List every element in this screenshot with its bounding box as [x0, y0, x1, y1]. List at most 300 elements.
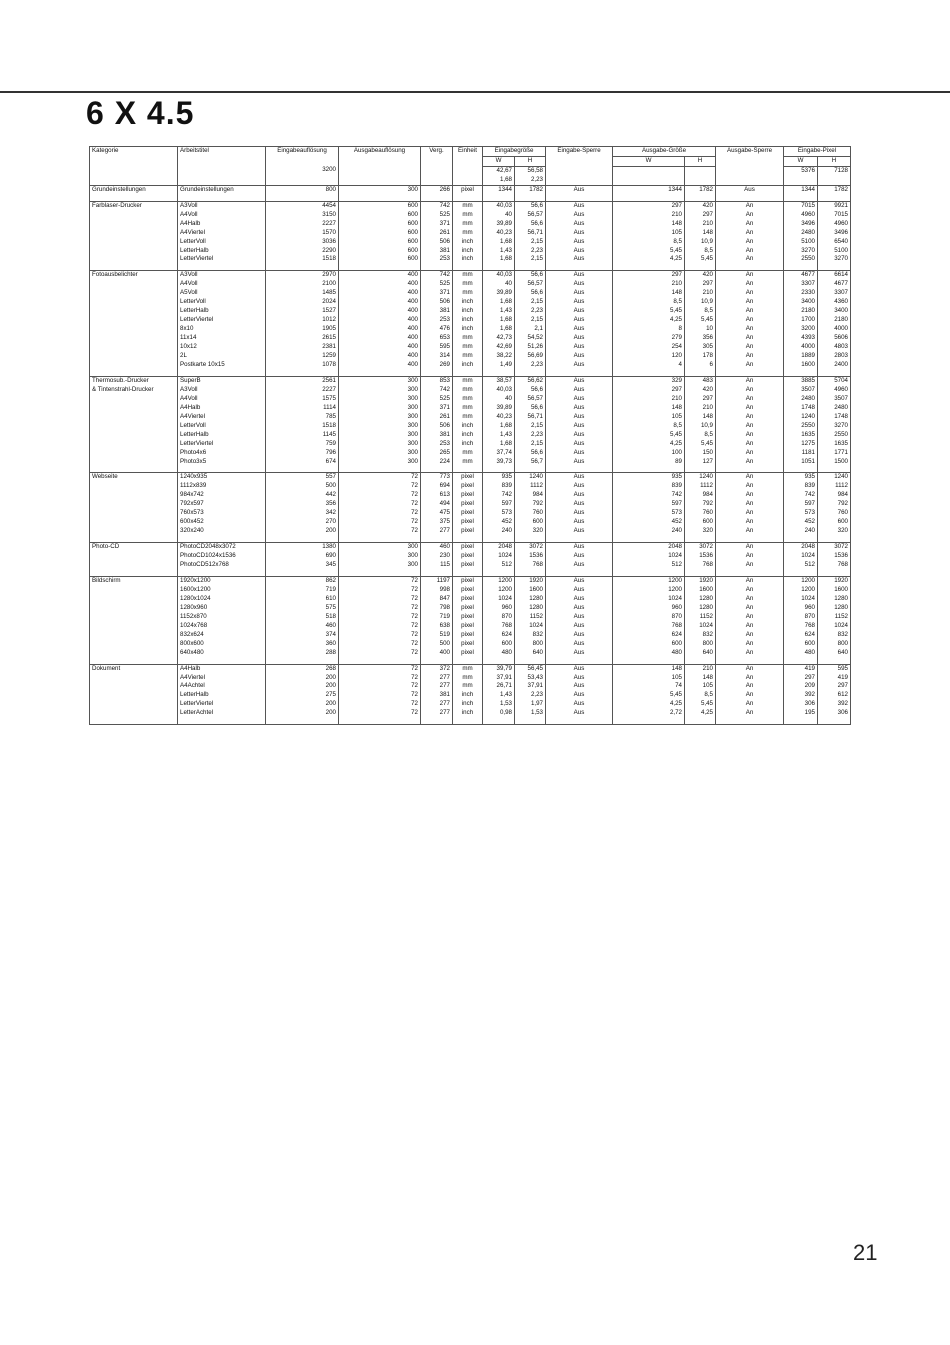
einheit-cell: inch: [453, 440, 483, 449]
einheit-cell: inch: [453, 325, 483, 334]
ausgabeaufloesung-cell: 400: [339, 334, 421, 343]
ausgabe-sperre-cell: An: [716, 613, 784, 622]
category-cell: [90, 527, 178, 536]
ausgabe-sperre-cell: An: [716, 518, 784, 527]
ausgabe-sperre-cell: An: [716, 586, 784, 595]
table-row: [90, 376, 851, 385]
ausgabe-w-cell: 4,25: [613, 255, 685, 264]
verg-cell: 475: [421, 509, 453, 518]
ausgabeaufloesung-cell: 300: [339, 386, 421, 395]
header-ausgabe-sperre: Ausgabe-Sperre: [716, 147, 784, 167]
pixel-w-cell: 1344: [784, 185, 818, 194]
ausgabe-h-cell: 150: [685, 449, 716, 458]
eingabe-h-cell: 56,62: [515, 376, 546, 385]
ausgabeaufloesung-cell: 72: [339, 622, 421, 631]
table-row: [90, 431, 851, 440]
arbeitstitel-cell: PhotoCD512x768: [178, 561, 266, 570]
arbeitstitel-cell: PhotoCD1024x1536: [178, 552, 266, 561]
ausgabeaufloesung-cell: 300: [339, 413, 421, 422]
verg-cell: 506: [421, 298, 453, 307]
eingabe-w-cell: 40,03: [483, 201, 515, 210]
eingabeaufloesung-cell: 575: [266, 604, 339, 613]
eingabeaufloesung-cell: 2290: [266, 247, 339, 256]
ausgabe-h-cell: 10,9: [685, 298, 716, 307]
eingabe-w-cell: 839: [483, 482, 515, 491]
eingabe-sperre-cell: Aus: [546, 604, 613, 613]
verg-cell: 525: [421, 211, 453, 220]
eingabe-h-cell: 2,1: [515, 325, 546, 334]
top-rule: [0, 91, 950, 93]
ausgabe-w-cell: 210: [613, 280, 685, 289]
ausgabeaufloesung-cell: 300: [339, 395, 421, 404]
eingabe-h-cell: 760: [515, 509, 546, 518]
table-row: [90, 527, 851, 536]
category-cell: [90, 298, 178, 307]
pixel-w-cell: 3885: [784, 376, 818, 385]
ausgabe-w-cell: 254: [613, 343, 685, 352]
einheit-cell: pixel: [453, 613, 483, 622]
category-cell: [90, 500, 178, 509]
ausgabe-h-cell: 297: [685, 211, 716, 220]
eingabe-h-cell: 1782: [515, 185, 546, 194]
einheit-cell: mm: [453, 404, 483, 413]
eingabe-h-cell: 56,71: [515, 229, 546, 238]
pixel-h-cell: 3496: [818, 229, 851, 238]
pixel-h-cell: 4000: [818, 325, 851, 334]
eingabeaufloesung-cell: 796: [266, 449, 339, 458]
arbeitstitel-cell: 1024x768: [178, 622, 266, 631]
category-cell: [90, 334, 178, 343]
category-cell: [90, 622, 178, 631]
ausgabeaufloesung-cell: 400: [339, 298, 421, 307]
header-eingabegroesse-w: W: [483, 156, 515, 166]
pixel-w-cell: 1700: [784, 316, 818, 325]
einheit-cell: pixel: [453, 527, 483, 536]
table-row: [90, 576, 851, 585]
eingabeaufloesung-cell: 2561: [266, 376, 339, 385]
pixel-w-cell: 2330: [784, 289, 818, 298]
einheit-cell: mm: [453, 386, 483, 395]
ausgabe-h-cell: 148: [685, 413, 716, 422]
eingabeaufloesung-cell: 690: [266, 552, 339, 561]
verg-cell: 261: [421, 229, 453, 238]
category-cell: [90, 325, 178, 334]
pixel-h-cell: 306: [818, 709, 851, 718]
einheit-cell: pixel: [453, 500, 483, 509]
pixel-w-cell: 624: [784, 631, 818, 640]
eingabeaufloesung-cell: 288: [266, 649, 339, 658]
verg-cell: 506: [421, 238, 453, 247]
eingabeaufloesung-cell: 759: [266, 440, 339, 449]
table-row: [90, 491, 851, 500]
pixel-w-cell: 1200: [784, 586, 818, 595]
ausgabe-h-cell: 984: [685, 491, 716, 500]
pixel-w-cell: 597: [784, 500, 818, 509]
ausgabe-w-cell: 870: [613, 613, 685, 622]
eingabeaufloesung-cell: 374: [266, 631, 339, 640]
table-row: [90, 613, 851, 622]
eingabe-sperre-cell: Aus: [546, 298, 613, 307]
einheit-cell: inch: [453, 709, 483, 718]
ausgabe-w-cell: 105: [613, 674, 685, 683]
eingabe-sperre-cell: Aus: [546, 247, 613, 256]
arbeitstitel-cell: A4Voll: [178, 395, 266, 404]
einheit-cell: pixel: [453, 576, 483, 585]
einheit-cell: pixel: [453, 622, 483, 631]
table-row: [90, 449, 851, 458]
eingabe-sperre-cell: Aus: [546, 229, 613, 238]
eingabeaufloesung-cell: 442: [266, 491, 339, 500]
category-cell: [90, 586, 178, 595]
table-row: [90, 473, 851, 482]
ausgabeaufloesung-cell: 72: [339, 700, 421, 709]
eingabe-w-cell: 1,53: [483, 700, 515, 709]
eingabe-h-cell: 1152: [515, 613, 546, 622]
eingabeaufloesung-cell: 2100: [266, 280, 339, 289]
pixel-h-cell: 760: [818, 509, 851, 518]
eingabe-h-cell: [515, 718, 546, 725]
ausgabe-sperre-cell: An: [716, 404, 784, 413]
eingabe-sperre-cell: Aus: [546, 395, 613, 404]
eingabe-w-cell: 1344: [483, 185, 515, 194]
eingabe-w-cell: 935: [483, 473, 515, 482]
header-ausgabeaufloesung: Ausgabeauflösung: [339, 147, 421, 167]
eingabe-sperre-cell: Aus: [546, 674, 613, 683]
arbeitstitel-cell: LetterViertel: [178, 700, 266, 709]
eingabeaufloesung-cell: 2227: [266, 386, 339, 395]
header-arbeitstitel: Arbeitstitel: [178, 147, 266, 167]
eingabe-w-cell: 573: [483, 509, 515, 518]
eingabe-sperre-cell: Aus: [546, 473, 613, 482]
ausgabe-sperre-cell: An: [716, 238, 784, 247]
eingabeaufloesung-cell: 1485: [266, 289, 339, 298]
eingabe-h-cell: 56,6: [515, 404, 546, 413]
eingabeaufloesung-cell: 4454: [266, 201, 339, 210]
pixel-w-cell: 3270: [784, 247, 818, 256]
eingabe-h-cell: 56,6: [515, 386, 546, 395]
eingabeaufloesung-cell: 1575: [266, 395, 339, 404]
verg-cell: 525: [421, 280, 453, 289]
eingabeaufloesung-cell: 610: [266, 595, 339, 604]
eingabe-h-cell: 2,15: [515, 298, 546, 307]
eingabeaufloesung-cell: 1145: [266, 431, 339, 440]
pixel-h-cell: 5100: [818, 247, 851, 256]
eingabe-h-cell: 2,15: [515, 255, 546, 264]
pixel-h-cell: 6540: [818, 238, 851, 247]
ausgabe-h-cell: 210: [685, 404, 716, 413]
ausgabe-h-cell: 5,45: [685, 316, 716, 325]
eingabe-sperre-cell: Aus: [546, 201, 613, 210]
category-cell: [90, 440, 178, 449]
table-row: [90, 631, 851, 640]
category-cell: [90, 422, 178, 431]
arbeitstitel-cell: LetterVoll: [178, 238, 266, 247]
ausgabeaufloesung-cell: 72: [339, 509, 421, 518]
arbeitstitel-cell: LetterViertel: [178, 255, 266, 264]
eingabe-sperre-cell: Aus: [546, 431, 613, 440]
verg-cell: 638: [421, 622, 453, 631]
ausgabe-sperre-cell: An: [716, 395, 784, 404]
header-eingabegroesse: Eingabegröße: [483, 147, 546, 157]
eingabe-h-cell: 56,6: [515, 201, 546, 210]
ausgabe-w-cell: 1344: [613, 185, 685, 194]
category-cell: [90, 509, 178, 518]
eingabeaufloesung-cell: 1527: [266, 307, 339, 316]
ausgabe-w-cell: 105: [613, 229, 685, 238]
ausgabe-sperre-cell: An: [716, 343, 784, 352]
eingabe-w-cell: 26,71: [483, 682, 515, 691]
pixel-h-cell: 297: [818, 682, 851, 691]
arbeitstitel-cell: 1920x1200: [178, 576, 266, 585]
table-row: [90, 482, 851, 491]
pixel-h-cell: 600: [818, 518, 851, 527]
eingabe-w-cell: 39,73: [483, 458, 515, 467]
eingabe-w-cell: 1200: [483, 586, 515, 595]
eingabe-w-cell: 1,68: [483, 255, 515, 264]
einheit-cell: inch: [453, 307, 483, 316]
ausgabe-h-cell: 832: [685, 631, 716, 640]
eingabe-h-cell: 2,23: [515, 691, 546, 700]
eingabe-sperre-cell: Aus: [546, 482, 613, 491]
verg-cell: 277: [421, 709, 453, 718]
eingabe-sperre-cell: Aus: [546, 376, 613, 385]
eingabe-h-cell: 56,69: [515, 352, 546, 361]
ausgabe-h-cell: 8,5: [685, 431, 716, 440]
arbeitstitel-cell: 640x480: [178, 649, 266, 658]
ausgabe-h-cell: 8,5: [685, 691, 716, 700]
pixel-h-cell: 1771: [818, 449, 851, 458]
settings-table-wrapper: [89, 146, 850, 725]
ausgabe-w-cell: 5,45: [613, 691, 685, 700]
ausgabe-sperre-cell: An: [716, 664, 784, 673]
header-verg: Verg.: [421, 147, 453, 167]
eingabeaufloesung-cell: 356: [266, 500, 339, 509]
arbeitstitel-cell: 2L: [178, 352, 266, 361]
verg-cell: 371: [421, 220, 453, 229]
ausgabeaufloesung-cell: 300: [339, 404, 421, 413]
arbeitstitel-cell: LetterAchtel: [178, 709, 266, 718]
category-cell: [90, 682, 178, 691]
settings-table: [89, 146, 851, 725]
eingabeaufloesung-cell: 674: [266, 458, 339, 467]
ausgabe-sperre-cell: [716, 718, 784, 725]
pixel-h-cell: 1024: [818, 622, 851, 631]
ausgabe-sperre-cell: An: [716, 649, 784, 658]
pixel-w-cell: 4960: [784, 211, 818, 220]
pixel-w-cell: 600: [784, 640, 818, 649]
pixel-h-cell: 9921: [818, 201, 851, 210]
ausgabe-w-cell: 1200: [613, 586, 685, 595]
ausgabeaufloesung-cell: 300: [339, 543, 421, 552]
arbeitstitel-cell: A4Halb: [178, 220, 266, 229]
arbeitstitel-cell: 1240x935: [178, 473, 266, 482]
ausgabe-sperre-cell: An: [716, 298, 784, 307]
einheit-cell: mm: [453, 211, 483, 220]
eingabe-h-cell: 1112: [515, 482, 546, 491]
ausgabe-h-cell: 1152: [685, 613, 716, 622]
pixel-h-cell: 1635: [818, 440, 851, 449]
verg-cell: 400: [421, 649, 453, 658]
pixel-w-cell: 209: [784, 682, 818, 691]
verg-cell: 653: [421, 334, 453, 343]
pixel-h-cell: 1280: [818, 604, 851, 613]
verg-cell: 277: [421, 700, 453, 709]
ausgabe-sperre-cell: An: [716, 255, 784, 264]
eingabe-w-cell: 960: [483, 604, 515, 613]
eingabe-h-cell: 2,23: [515, 307, 546, 316]
einheit-cell: mm: [453, 229, 483, 238]
table-row: [90, 238, 851, 247]
eingabe-w-cell: 2048: [483, 543, 515, 552]
eingabe-sperre-cell: Aus: [546, 361, 613, 370]
eingabe-h-cell: 1240: [515, 473, 546, 482]
table-row: [90, 422, 851, 431]
eingabe-sperre-cell: Aus: [546, 271, 613, 280]
eingabe-w-cell: 37,91: [483, 674, 515, 683]
ausgabe-h-cell: 178: [685, 352, 716, 361]
table-row: [90, 543, 851, 552]
ausgabe-h-cell: 1920: [685, 576, 716, 585]
ausgabeaufloesung-cell: 400: [339, 325, 421, 334]
ausgabe-sperre-cell: An: [716, 482, 784, 491]
header-row-1: [90, 147, 851, 157]
table-row: [90, 404, 851, 413]
einheit-cell: mm: [453, 352, 483, 361]
ausgabe-h-cell: 305: [685, 343, 716, 352]
eingabe-w-cell: 624: [483, 631, 515, 640]
eingabe-w-cell: 40,23: [483, 413, 515, 422]
eingabeaufloesung-cell: 862: [266, 576, 339, 585]
einheit-cell: mm: [453, 449, 483, 458]
ausgabe-h-cell: 420: [685, 271, 716, 280]
ausgabe-w-cell: 742: [613, 491, 685, 500]
ausgabe-sperre-cell: An: [716, 376, 784, 385]
eingabe-w-cell: 1,43: [483, 691, 515, 700]
pixel-w-cell: 7015: [784, 201, 818, 210]
ausgabeaufloesung-cell: 400: [339, 316, 421, 325]
ausgabeaufloesung-cell: 72: [339, 691, 421, 700]
category-cell: [90, 211, 178, 220]
ausgabeaufloesung-cell: 72: [339, 491, 421, 500]
ausgabeaufloesung-cell: 72: [339, 631, 421, 640]
verg-cell: 847: [421, 595, 453, 604]
category-cell: [90, 220, 178, 229]
eingabeaufloesung-cell: 2227: [266, 220, 339, 229]
ausgabe-h-cell: 1024: [685, 622, 716, 631]
pixel-w-cell: 870: [784, 613, 818, 622]
ausgabe-h-cell: 10: [685, 325, 716, 334]
eingabe-w-cell: 870: [483, 613, 515, 622]
pixel-w-cell: 2180: [784, 307, 818, 316]
ausgabe-h-cell: 10,9: [685, 422, 716, 431]
eingabe-w-cell: 1,68: [483, 422, 515, 431]
eingabe-sperre-cell: Aus: [546, 255, 613, 264]
arbeitstitel-cell: SuperB: [178, 376, 266, 385]
pixel-w-cell: 2048: [784, 543, 818, 552]
eingabeaufloesung-cell: 1570: [266, 229, 339, 238]
table-row: [90, 185, 851, 194]
pixel-h-cell: 984: [818, 491, 851, 500]
eingabe-w-cell: 1,43: [483, 247, 515, 256]
ausgabe-h-cell: 640: [685, 649, 716, 658]
eingabe-sperre-cell: Aus: [546, 631, 613, 640]
ausgabeaufloesung-cell: 72: [339, 649, 421, 658]
category-cell: [90, 289, 178, 298]
ausgabe-sperre-cell: An: [716, 543, 784, 552]
ausgabe-w-cell: 480: [613, 649, 685, 658]
einheit-cell: mm: [453, 395, 483, 404]
eingabeaufloesung-cell: 270: [266, 518, 339, 527]
eingabe-h-cell: 2,23: [515, 431, 546, 440]
verg-cell: 261: [421, 413, 453, 422]
table-row: [90, 361, 851, 370]
einheit-cell: mm: [453, 674, 483, 683]
category-cell: [90, 613, 178, 622]
einheit-cell: inch: [453, 422, 483, 431]
eingabe-sperre-cell: Aus: [546, 664, 613, 673]
category-cell: [90, 280, 178, 289]
ausgabeaufloesung-cell: 600: [339, 220, 421, 229]
ausgabe-h-cell: 8,5: [685, 247, 716, 256]
ausgabeaufloesung-cell: 72: [339, 518, 421, 527]
arbeitstitel-cell: 1280x960: [178, 604, 266, 613]
eingabe-w-cell: 39,89: [483, 289, 515, 298]
pixel-w-cell: 392: [784, 691, 818, 700]
ausgabe-w-cell: 1024: [613, 595, 685, 604]
ausgabeaufloesung-cell: 300: [339, 185, 421, 194]
eingabe-sperre-cell: Aus: [546, 289, 613, 298]
category-cell: [90, 449, 178, 458]
eingabe-sperre-cell: Aus: [546, 386, 613, 395]
table-row: [90, 229, 851, 238]
default-row-1: [90, 166, 851, 175]
category-cell: [90, 691, 178, 700]
pixel-w-cell: 240: [784, 527, 818, 536]
category-cell: [90, 404, 178, 413]
eingabe-h-cell: 56,45: [515, 664, 546, 673]
eingabeaufloesung-cell: 200: [266, 527, 339, 536]
pixel-h-cell: 832: [818, 631, 851, 640]
ausgabe-h-cell: 1280: [685, 595, 716, 604]
pixel-w-cell: 2550: [784, 422, 818, 431]
page-title: 6 X 4.5: [86, 95, 195, 131]
ausgabe-h-cell: 1280: [685, 604, 716, 613]
table-row: [90, 700, 851, 709]
ausgabeaufloesung-cell: 400: [339, 361, 421, 370]
ausgabe-sperre-cell: An: [716, 386, 784, 395]
ausgabe-sperre-cell: An: [716, 576, 784, 585]
verg-cell: 277: [421, 674, 453, 683]
verg-cell: 253: [421, 316, 453, 325]
category-cell: [90, 491, 178, 500]
arbeitstitel-cell: Postkarte 10x15: [178, 361, 266, 370]
eingabe-w-cell: 1024: [483, 595, 515, 604]
ausgabeaufloesung-cell: 72: [339, 576, 421, 585]
category-cell: [90, 352, 178, 361]
eingabe-w-cell: [483, 718, 515, 725]
category-cell: [90, 413, 178, 422]
ausgabe-h-cell: 356: [685, 334, 716, 343]
ausgabe-h-cell: 6: [685, 361, 716, 370]
ausgabe-w-cell: 597: [613, 500, 685, 509]
arbeitstitel-cell: A4Viertel: [178, 229, 266, 238]
eingabe-sperre-cell: Aus: [546, 595, 613, 604]
eingabeaufloesung-cell: 3036: [266, 238, 339, 247]
einheit-cell: mm: [453, 458, 483, 467]
ausgabe-h-cell: 420: [685, 201, 716, 210]
default-input-w-inch: 1,68: [483, 176, 515, 185]
eingabe-h-cell: 792: [515, 500, 546, 509]
